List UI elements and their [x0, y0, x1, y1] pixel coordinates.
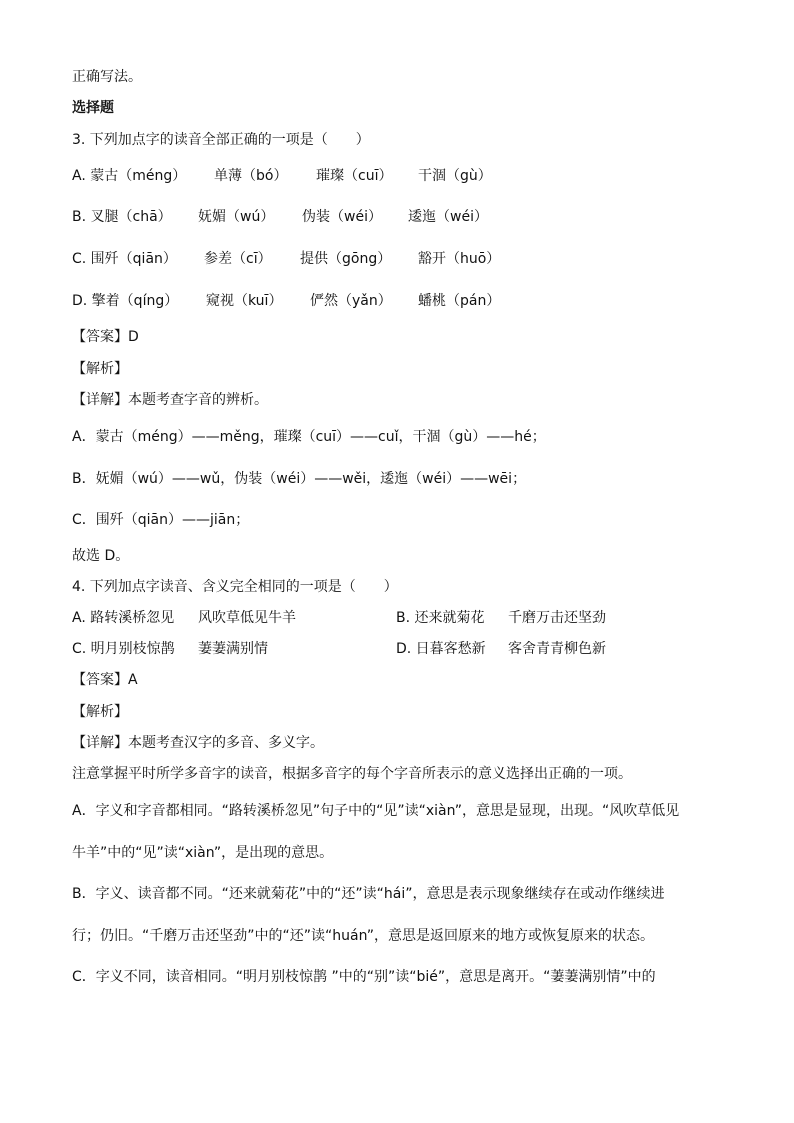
q3-option-a-item: 单薄（bó） — [214, 168, 288, 184]
q4-explain-line: A．字义和字音都相同。“路转溪桥忽见”句子中的“见”读“xiàn”，意思是显现，出现。“风吹草低见 — [72, 803, 680, 819]
q3-stem: 3. 下列加点字的读音全部正确的一项是（ ） — [72, 132, 370, 148]
q3-option-c-item: 豁开（huō） — [418, 251, 501, 267]
q3-option-b-item: 逶迤（wéi） — [408, 209, 488, 225]
q4-option-b-item: B. 还来就菊花 — [396, 610, 485, 626]
q4-option-b-item: 千磨万击还坚劲 — [508, 610, 606, 626]
q4-stem: 4. 下列加点字读音、含义完全相同的一项是（ ） — [72, 579, 398, 595]
q3-explain-b: B．妩媚（wú）——wǔ，伪装（wéi）——wěi，逶迤（wéi）——wēi； — [72, 471, 527, 487]
q3-explain-c: C．围歼（qiān）——jiān； — [72, 512, 250, 528]
q4-analysis-label: 【解析】 — [72, 704, 128, 720]
q3-option-c-item: 提供（gōng） — [300, 251, 392, 267]
q3-option-d-item: 俨然（yǎn） — [310, 293, 392, 309]
q4-explain-line: B．字义、读音都不同。“还来就菊花”中的“还”读“hái”，意思是表示现象继续存在或动作继续进 — [72, 886, 665, 902]
section-title: 选择题 — [72, 100, 114, 116]
q4-explain-line: 牛羊”中的“见”读“xiàn”，是出现的意思。 — [72, 845, 334, 861]
q4-explain-line: C．字义不同，读音相同。“明月别枝惊鹊 ”中的“别”读“bié”，意思是离开。“萋萋满别情”中的 — [72, 969, 656, 985]
q4-option-c-item: 萋萋满别情 — [198, 641, 268, 657]
q3-answer: 【答案】D — [72, 329, 139, 345]
q3-option-a-item: A. 蒙古（méng） — [72, 168, 187, 184]
q3-option-b-item: B. 叉腿（chā） — [72, 209, 172, 225]
q3-option-b-item: 妩媚（wú） — [198, 209, 275, 225]
q4-option-d-item: D. 日暮客愁新 — [396, 641, 486, 657]
q3-option-d-item: D. 擎着（qíng） — [72, 293, 179, 309]
q4-option-d-item: 客舍青青柳色新 — [508, 641, 606, 657]
q3-conclusion: 故选 D。 — [72, 548, 130, 564]
q4-note: 注意掌握平时所学多音字的读音，根据多音字的每个字音所表示的意义选择出正确的一项。 — [72, 766, 632, 782]
intro-text: 正确写法。 — [72, 69, 142, 85]
q3-option-d-item: 蟠桃（pán） — [418, 293, 501, 309]
q3-explain-a: A．蒙古（méng）——měng，璀璨（cuī）——cuǐ，干涸（gù）——hé； — [72, 429, 546, 445]
q3-detail: 【详解】本题考查字音的辨析。 — [72, 392, 268, 408]
q3-analysis-label: 【解析】 — [72, 361, 128, 377]
q4-option-c-item: C. 明月别枝惊鹊 — [72, 641, 175, 657]
q3-option-d-item: 窥视（kuī） — [206, 293, 283, 309]
q4-option-a-item: A. 路转溪桥忽见 — [72, 610, 175, 626]
q4-explain-line: 行；仍旧。“千磨万击还坚劲”中的“还”读“huán”，意思是返回原来的地方或恢复原来的状态。 — [72, 928, 654, 944]
q3-option-c-item: C. 围歼（qiān） — [72, 251, 177, 267]
q3-option-c-item: 参差（cī） — [204, 251, 272, 267]
q3-option-a-item: 璀璨（cuī） — [316, 168, 393, 184]
q3-option-a-item: 干涸（gù） — [418, 168, 492, 184]
q4-option-a-item: 风吹草低见牛羊 — [198, 610, 296, 626]
q3-option-b-item: 伪装（wéi） — [302, 209, 382, 225]
q4-answer: 【答案】A — [72, 672, 138, 688]
q4-detail: 【详解】本题考查汉字的多音、多义字。 — [72, 735, 324, 751]
